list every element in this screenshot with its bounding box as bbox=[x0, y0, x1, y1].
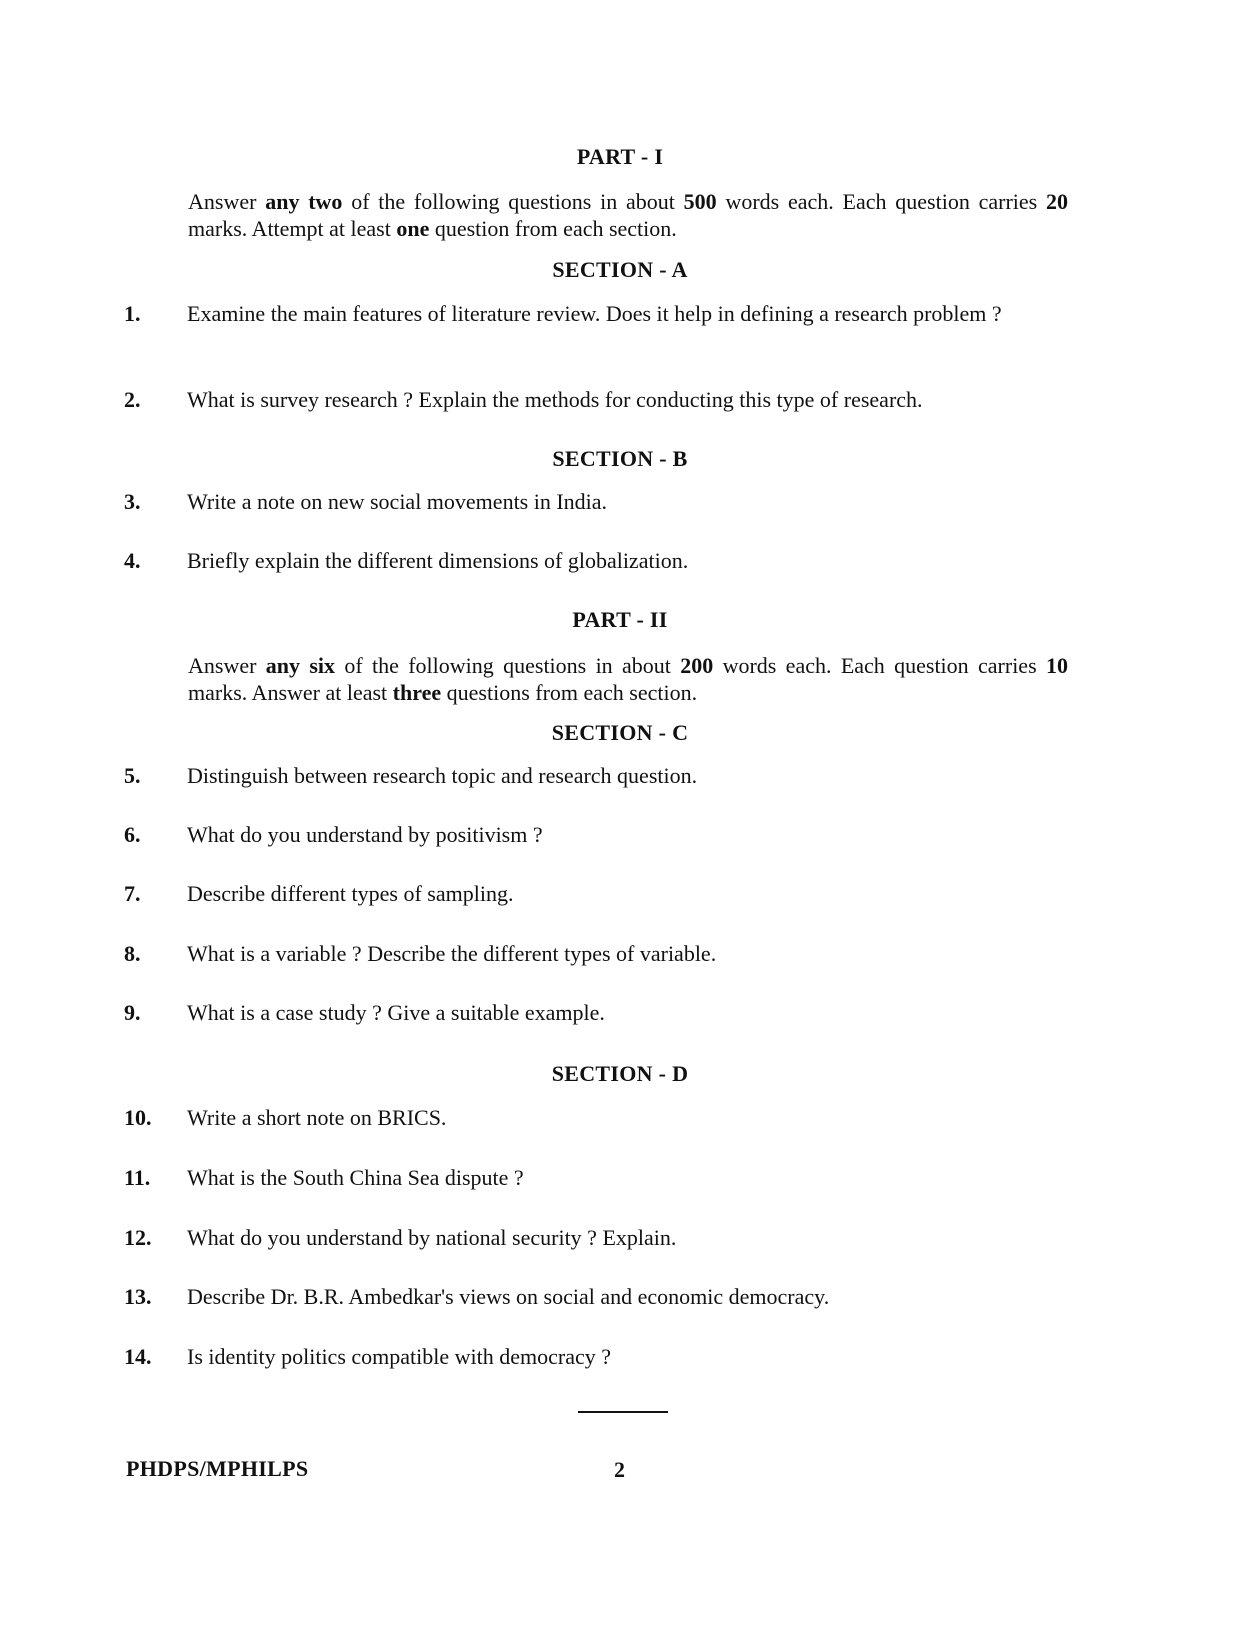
instruction-text: marks. Answer at least bbox=[188, 680, 393, 705]
question-number: 3. bbox=[124, 489, 141, 514]
end-rule bbox=[578, 1411, 668, 1413]
question-item bbox=[124, 821, 1074, 848]
question-number: 9. bbox=[124, 1000, 141, 1025]
question-number: 8. bbox=[124, 941, 141, 966]
question-text: Write a note on new social movements in India. bbox=[187, 489, 608, 514]
question-item bbox=[124, 762, 1074, 789]
part-1-heading: PART - I bbox=[576, 144, 664, 169]
question-text: Describe different types of sampling. bbox=[187, 881, 514, 906]
part-2-heading: PART - II bbox=[572, 607, 668, 632]
question-number: 7. bbox=[124, 881, 141, 906]
section-a-heading: SECTION - A bbox=[552, 257, 688, 282]
instruction-text: question from each section. bbox=[429, 216, 677, 241]
question-text: What do you understand by national security ? Explain. bbox=[187, 1225, 677, 1250]
footer-paper-code: PHDPS/MPHILPS bbox=[126, 1456, 309, 1481]
question-item bbox=[124, 1283, 1074, 1310]
question-item bbox=[124, 1343, 1074, 1370]
question-item bbox=[124, 547, 1074, 574]
instruction-text: Answer bbox=[188, 189, 266, 214]
question-number: 6. bbox=[124, 822, 141, 847]
instruction-emphasis: 200 bbox=[680, 653, 714, 678]
question-text: Briefly explain the different dimensions of globalization. bbox=[187, 548, 689, 573]
question-item bbox=[124, 386, 1074, 413]
question-item bbox=[124, 940, 1074, 967]
question-item bbox=[124, 1104, 1074, 1131]
question-item bbox=[124, 999, 1074, 1026]
instruction-emphasis: 20 bbox=[1046, 189, 1068, 214]
instruction-emphasis: 10 bbox=[1045, 653, 1068, 678]
part-2-instructions bbox=[188, 652, 1068, 706]
question-item bbox=[124, 1164, 1074, 1191]
section-d-heading: SECTION - D bbox=[551, 1061, 689, 1086]
question-item bbox=[124, 300, 1074, 327]
question-number: 2. bbox=[124, 387, 141, 412]
instruction-text: Answer bbox=[188, 653, 266, 678]
question-text: Distinguish between research topic and research question. bbox=[187, 763, 698, 788]
question-number: 10. bbox=[124, 1105, 152, 1130]
question-item bbox=[124, 1224, 1074, 1251]
instruction-emphasis: any six bbox=[265, 653, 336, 678]
instruction-emphasis: three bbox=[392, 680, 442, 705]
part-1-instructions bbox=[188, 188, 1068, 242]
instruction-emphasis: any two bbox=[265, 189, 343, 214]
question-text: What is the South China Sea dispute ? bbox=[187, 1165, 524, 1190]
question-item bbox=[124, 880, 1074, 907]
question-number: 4. bbox=[124, 548, 141, 573]
question-text: Examine the main features of literature review. Does it help in defining a research problem ? bbox=[187, 301, 1002, 326]
question-number: 1. bbox=[124, 301, 141, 326]
instruction-text: questions from each section. bbox=[441, 680, 698, 705]
question-text: What is a variable ? Describe the different types of variable. bbox=[187, 941, 717, 966]
question-text: Describe Dr. B.R. Ambedkar's views on social and economic democracy. bbox=[187, 1284, 830, 1309]
question-number: 13. bbox=[124, 1284, 152, 1309]
instruction-text: words each. Each question carries bbox=[716, 189, 1046, 214]
question-text: Is identity politics compatible with democracy ? bbox=[187, 1344, 611, 1369]
question-number: 11. bbox=[124, 1165, 151, 1190]
question-text: Write a short note on BRICS. bbox=[187, 1105, 447, 1130]
question-text: What is a case study ? Give a suitable example. bbox=[187, 1000, 605, 1025]
instruction-text: marks. Attempt at least bbox=[188, 216, 397, 241]
instruction-text: words each. Each question carries bbox=[713, 653, 1046, 678]
section-b-heading: SECTION - B bbox=[552, 446, 688, 471]
question-number: 14. bbox=[124, 1344, 152, 1369]
section-c-heading: SECTION - C bbox=[551, 720, 689, 745]
instruction-emphasis: one bbox=[396, 216, 430, 241]
question-number: 12. bbox=[124, 1225, 152, 1250]
footer-page-number: 2 bbox=[614, 1457, 625, 1482]
question-text: What is survey research ? Explain the methods for conducting this type of research. bbox=[187, 387, 923, 412]
question-number: 5. bbox=[124, 763, 141, 788]
question-item bbox=[124, 488, 1074, 515]
instruction-text: of the following questions in about bbox=[342, 189, 684, 214]
instruction-emphasis: 500 bbox=[683, 189, 717, 214]
instruction-text: of the following questions in about bbox=[335, 653, 681, 678]
question-text: What do you understand by positivism ? bbox=[187, 822, 543, 847]
